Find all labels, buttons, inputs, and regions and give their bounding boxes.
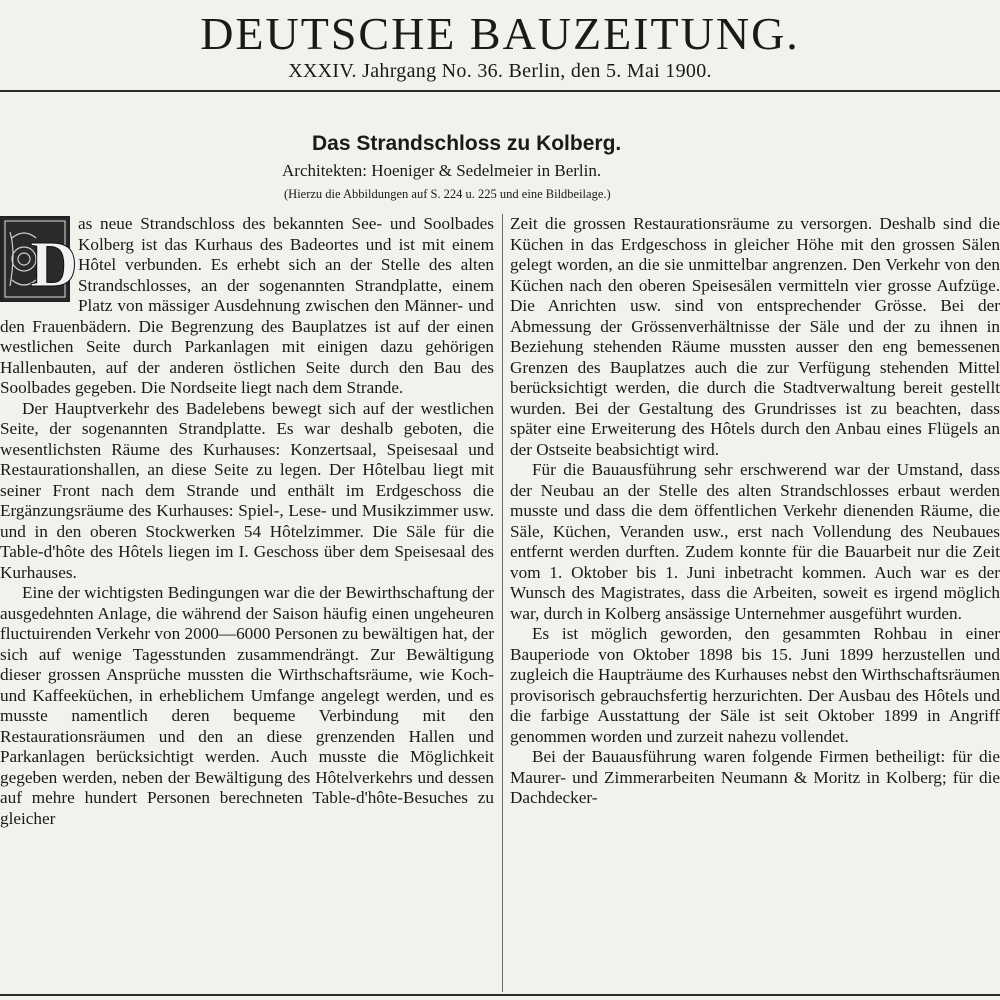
paragraph-text: as neue Strandschloss des bekannten See- und Soolbades Kolberg ist das Kurhaus des Badeortes und ist mit einem Hôtel verbunden. Es erhebt sich an der Stelle des alten Strandschlosses, an der sogenannten Strandplatte, einem Platz von mässiger Ausdehnung zwischen den Männer- und den Frauenbädern. Die Begrenzung des Bauplatzes ist auf der einen westlichen Seite durch Parkanlagen mit einigen dazu gehörigen Hallenbauten, auf der anderen östlichen Seite durch den Bau des Soolbades gegeben. Die Nordseite liegt nach dem Strande.: [0, 214, 494, 397]
paragraph: Eine der wichtigsten Bedingungen war die der Bewirthschaftung der ausgedehnten Anlage, die während der Saison häufig einen ungeheuren fluctuirenden Verkehr von 2000—6000 Personen zu bewältigen hat, der sich auf wenige Tagesstunden zusammendrängt. Zur Bewältigung dieser grossen Ansprüche mussten die Wirthschaftsräume, wie Koch- und Kaffeeküchen, in erheblichem Umfange angelegt werden, und es musste namentlich deren bequeme Verbindung mit den Restaurationsräumen und den an diese grenzenden Hallen und Parkanlagen berücksichtigt werden. Auch musste die Möglichkeit gegeben werden, neben der Bewältigung des Hôtelverkehrs und dessen auf mehre hundert Personen berechneten Table-d'hôte-Besuches zu gleicher: [0, 583, 494, 828]
column-divider: [502, 214, 503, 992]
paragraph: Zeit die grossen Restaurationsräume zu versorgen. Deshalb sind die Küchen in das Erdgeschoss in gleicher Höhe mit den grossen Sälen gelegt worden, an die sie unmittelbar angrenzen. Den Verkehr von den Küchen nach den oberen Speisesälen vermitteln vier grosse Aufzüge. Die Anrichten usw. sind von entsprechender Grösse. Bei der Abmessung der Grössenverhältnisse der Säle und der zu ihnen in Beziehung stehenden Räume mussten ausser den eng bemessenen Grenzen des Bauplatzes auch die zur Verfügung stehenden Mittel berücksichtigt werden, die durch die Stadtverwaltung bereit gestellt wurden. Bei der Gestaltung des Grundrisses ist zu beachten, dass später eine Erweiterung des Hôtels durch den Anbau eines Flügels an der Ostseite beabsichtigt wird.: [510, 214, 1000, 459]
article-column-right: [510, 214, 1000, 992]
ornament-icon: [2, 218, 78, 301]
paragraph: Der Hauptverkehr des Badelebens bewegt sich auf der westlichen Seite, der sogenannten Strandplatte. Es war deshalb geboten, die wesentlichsten Räume des Kurhauses: Konzertsaal, Speisesaal und Restaurationshallen, an diese Seite zu legen. Der Hôtelbau liegt mit seiner Front nach dem Strande und enthält im Erdgeschoss die Ergänzungsräume des Kurhauses: Spiel-, Lese- und Musikzimmer usw. und in den oberen Stockwerken 54 Hôtelzimmer. Die Säle für die Table-d'hôte des Hôtels liegen im I. Geschoss über dem Speisesaal des Kurhauses.: [0, 398, 494, 582]
newspaper-title: DEUTSCHE BAUZEITUNG.: [200, 8, 800, 59]
paragraph: Für die Bauausführung sehr erschwerend war der Umstand, dass der Neubau an der Stelle des alten Strandschlosses erbaut werden musste und dass die dem öffentlichen Verkehr dienenden Räume, die Säle, Küchen, Veranden usw., erst nach Vollendung des Neubaues entfernt werden durften. Zudem konnte für die Bauarbeit nur die Zeit vom 1. Oktober bis 1. Juni inbetracht kommen. Auch war es der Wunsch des Magistrates, dass die Arbeiten, soweit es irgend möglich war, durch in Kolberg ansässige Unternehmer ausgeführt wurden.: [510, 460, 1000, 623]
article-figure-note: (Hierzu die Abbildungen auf S. 224 u. 225 und eine Bildbeilage.): [284, 187, 611, 201]
footer-rule: [0, 994, 1000, 996]
paragraph: [0, 214, 494, 399]
issue-line: XXXIV. Jahrgang No. 36. Berlin, den 5. Mai 1900.: [288, 60, 712, 82]
article-column-left: [0, 214, 494, 992]
masthead: [0, 0, 1000, 92]
paragraph: Es ist möglich geworden, den gesammten Rohbau in einer Bauperiode von Oktober 1898 bis 15. Juni 1899 herzustellen und zugleich die Haupträume des Kurhauses nebst den Wirthschaftsräumen provisorisch gebrauchsfertig herzurichten. Der Ausbau des Hôtels und die farbige Ausstattung der Säle ist seit Oktober 1899 in Angriff genommen worden und zurzeit nahezu vollendet.: [510, 624, 1000, 746]
dropcap-letter: D: [30, 228, 78, 301]
header-rule: [0, 90, 1000, 92]
paragraph: Bei der Bauausführung waren folgende Firmen betheiligt: für die Maurer- und Zimmerarbeiten Neumann & Moritz in Kolberg; für die Dachdecker-: [510, 747, 1000, 807]
article-architects: Architekten: Hoeniger & Sedelmeier in Berlin.: [282, 161, 602, 180]
article-title: Das Strandschloss zu Kolberg.: [312, 132, 622, 155]
dropcap-ornament: [0, 216, 78, 302]
